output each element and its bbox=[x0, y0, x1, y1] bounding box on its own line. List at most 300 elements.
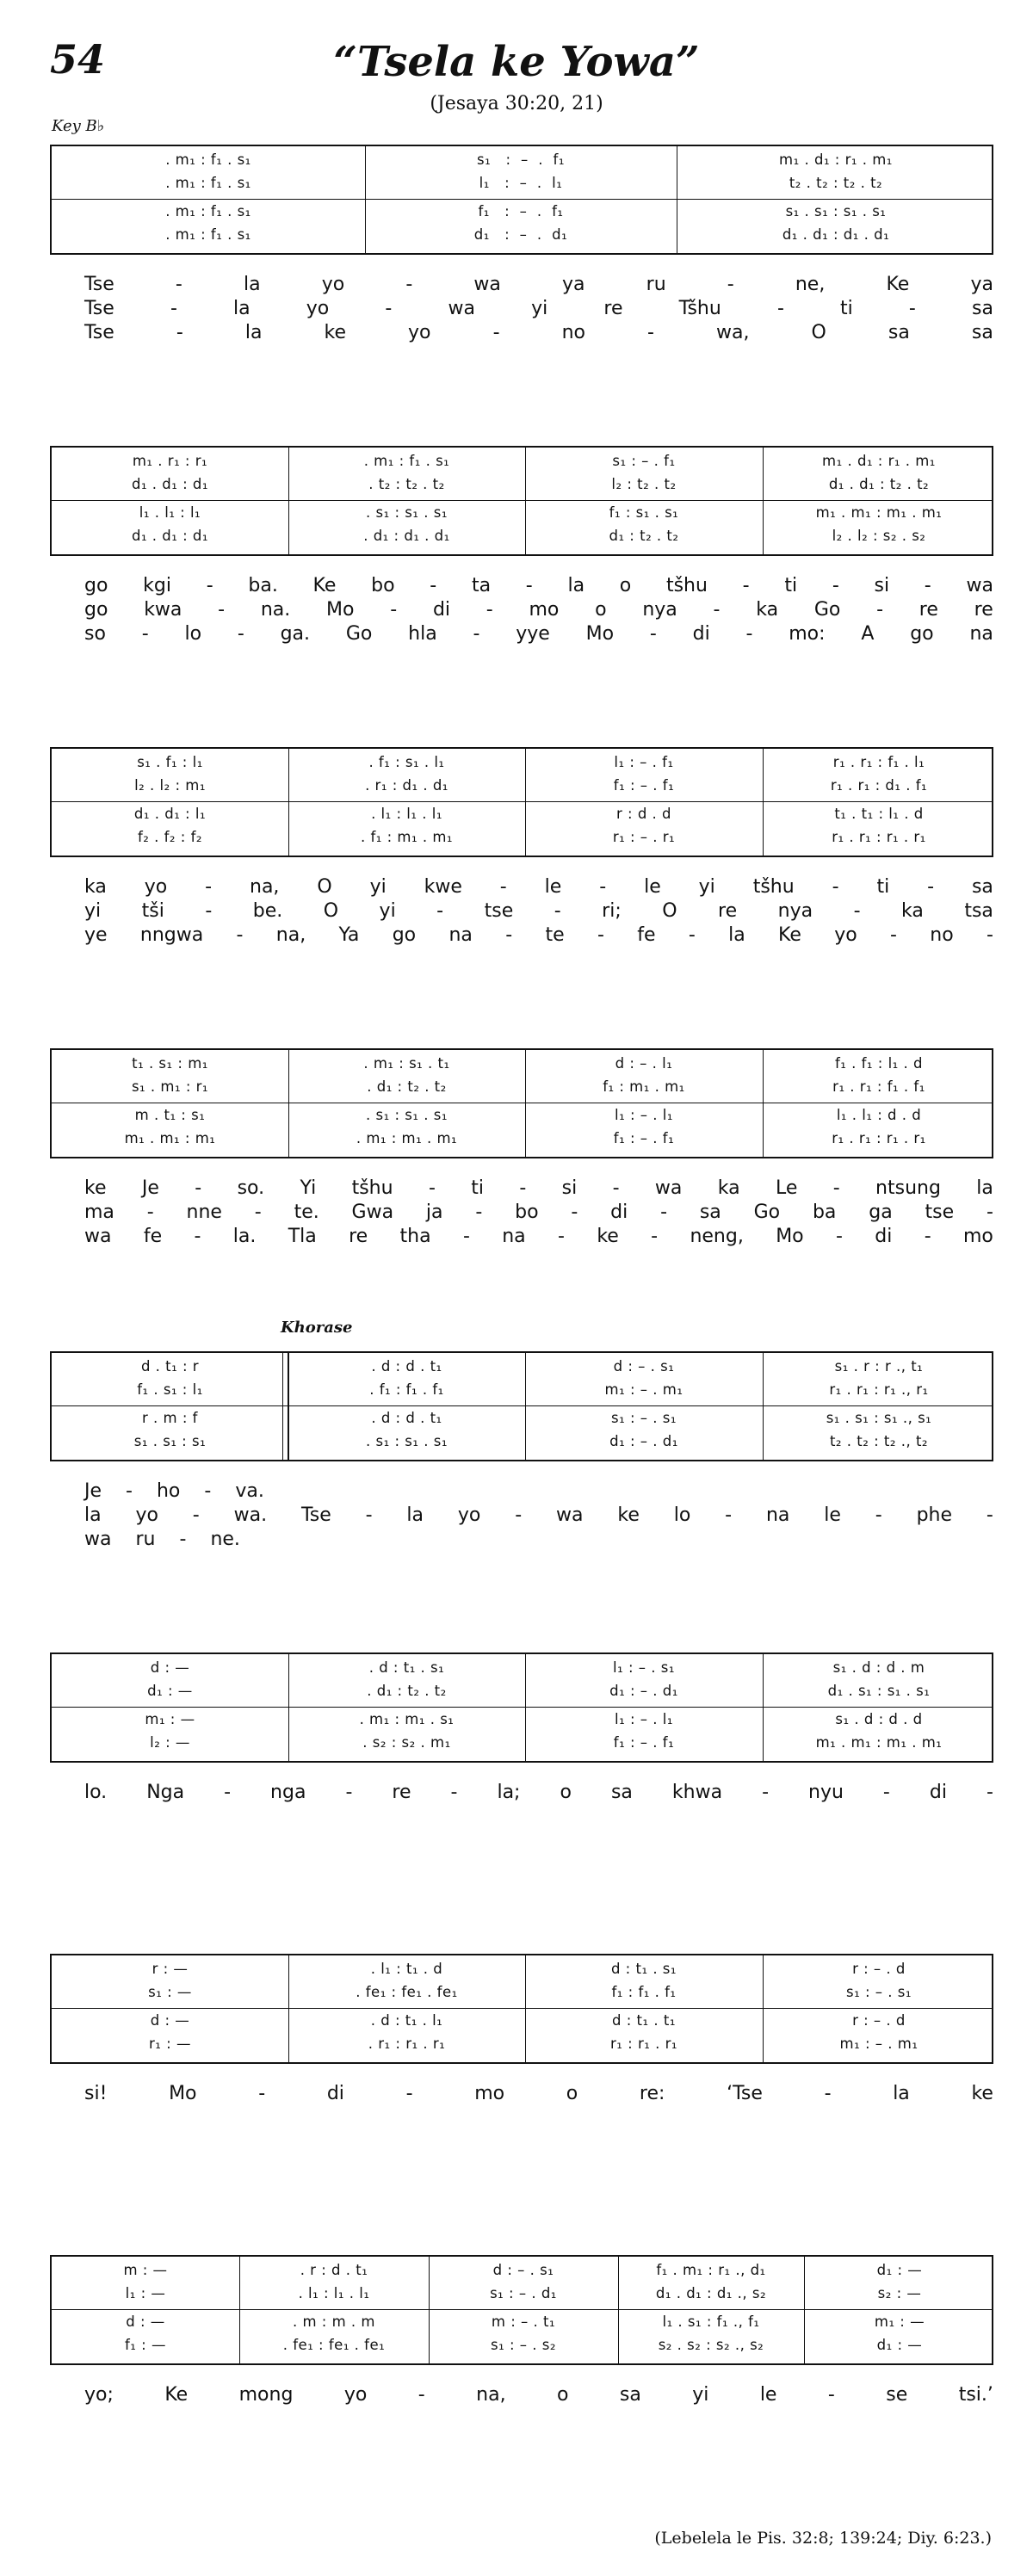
lyric-syllable: yi bbox=[531, 298, 548, 319]
lyric-syllable: - bbox=[660, 1202, 668, 1223]
lyric-syllable: - bbox=[436, 900, 444, 922]
lyric-line bbox=[84, 1504, 993, 1529]
lyric-syllable: no bbox=[561, 322, 585, 343]
lyric-syllable: ho bbox=[156, 1480, 181, 1502]
lyric-syllable: - bbox=[649, 623, 657, 645]
lyric-syllable: na. bbox=[260, 599, 291, 621]
voice-part: . s₂ : s₂ . m₁ bbox=[362, 1734, 451, 1751]
voice-part: m : — bbox=[123, 2262, 168, 2278]
voice-part: . fe₁ : fe₁ . fe₁ bbox=[356, 1984, 458, 2000]
voice-part: . r : d . t₁ bbox=[300, 2262, 368, 2278]
voice-part: d : – . s₁ bbox=[492, 2262, 554, 2278]
lyric-syllable: nga bbox=[270, 1782, 306, 1803]
voice-part: m₁ . m₁ : m₁ . m₁ bbox=[815, 1734, 943, 1751]
lyric-syllable: - bbox=[597, 924, 604, 946]
lyric-syllable: sa bbox=[619, 2384, 641, 2406]
voice-part: f₁ . s₁ : l₁ bbox=[137, 1381, 203, 1398]
lyric-syllable: - bbox=[927, 876, 935, 898]
lyric-syllable: Mo bbox=[326, 599, 355, 621]
khorase-label: Khorase bbox=[281, 1319, 353, 1337]
lyric-syllable: - bbox=[236, 924, 244, 946]
voice-part: f₁ . f₁ : l₁ . d bbox=[834, 1055, 924, 1072]
lyric-syllable: na bbox=[765, 1504, 790, 1526]
lyric-syllable: - bbox=[986, 924, 993, 946]
voice-part: . m₁ : f₁ . s₁ bbox=[165, 175, 251, 191]
lyric-syllable: - bbox=[924, 575, 931, 596]
measure bbox=[525, 749, 763, 856]
lyric-syllable: tšhu bbox=[752, 876, 795, 898]
lyric-syllable: nyu bbox=[808, 1782, 844, 1803]
lyric-syllable: mo bbox=[963, 1226, 993, 1247]
staff-box bbox=[50, 747, 993, 857]
measure bbox=[52, 1654, 288, 1761]
lyric-syllable: yi bbox=[692, 2384, 709, 2406]
voice-part: s₁ : – . f₁ bbox=[612, 453, 676, 469]
hymn-title: “Tsela ke Yowa” bbox=[333, 38, 700, 86]
lyric-syllable: wa bbox=[473, 274, 501, 295]
voice-part: . m₁ : s₁ . t₁ bbox=[363, 1055, 450, 1072]
voice-part: . l₁ : l₁ . l₁ bbox=[298, 2285, 370, 2301]
voice-part: l₁ : – . l₁ bbox=[615, 1107, 673, 1123]
voice-part: f₁ : — bbox=[125, 2337, 166, 2353]
lyric-syllable: na bbox=[448, 924, 473, 946]
lyric-syllable: - bbox=[205, 900, 213, 922]
lyric-syllable: se bbox=[886, 2384, 908, 2406]
voice-part: l₂ . l₂ : m₁ bbox=[134, 777, 206, 794]
lyric-syllable: tšhu bbox=[665, 575, 708, 596]
lyric-syllable: yi bbox=[84, 900, 102, 922]
lyric-syllable: - bbox=[385, 298, 393, 319]
lyric-syllable: la bbox=[976, 1177, 993, 1199]
lyric-syllable: - bbox=[170, 298, 177, 319]
lyric-syllable: yo bbox=[408, 322, 431, 343]
lyric-syllable: - bbox=[824, 2083, 832, 2104]
lyric-syllable: Mo bbox=[776, 1226, 804, 1247]
lyric-syllable: sa bbox=[971, 876, 993, 898]
music-system bbox=[50, 145, 993, 368]
lyric-syllable: - bbox=[882, 1782, 890, 1803]
lyric-syllable: - bbox=[237, 623, 244, 645]
measure bbox=[52, 2257, 239, 2363]
lyric-syllable: tši bbox=[141, 900, 164, 922]
voice-part: m₁ . d₁ : r₁ . m₁ bbox=[779, 151, 893, 168]
voice-part: r : — bbox=[152, 1961, 189, 1977]
staff-box bbox=[50, 145, 993, 255]
lyric-syllable: - bbox=[515, 1504, 523, 1526]
lyric-syllable: ta bbox=[471, 575, 492, 596]
lyric-syllable: - bbox=[205, 876, 213, 898]
lyric-syllable: le bbox=[544, 876, 562, 898]
lyric-syllable: - bbox=[827, 2384, 835, 2406]
voice-part: f₁ : – . f₁ bbox=[478, 203, 564, 219]
voice-part: l₁ . s₁ : f₁ ., f₁ bbox=[662, 2313, 760, 2330]
voice-part: d₁ . d₁ : d₁ . d₁ bbox=[782, 226, 890, 243]
voice-part: m₁ . r₁ : r₁ bbox=[132, 453, 208, 469]
lyric-syllable: ga bbox=[869, 1202, 893, 1223]
lyric-line bbox=[84, 322, 993, 346]
lyric-syllable: - bbox=[727, 274, 734, 295]
lyric-syllable: nngwa bbox=[139, 924, 204, 946]
voice-part: d : – . s₁ bbox=[613, 1358, 675, 1374]
lyric-syllable: na bbox=[502, 1226, 526, 1247]
lyric-syllable: - bbox=[558, 1226, 565, 1247]
lyric-syllable: yo bbox=[135, 1504, 158, 1526]
lyric-syllable: Le bbox=[775, 1177, 798, 1199]
voice-part: d₁ . d₁ : d₁ bbox=[131, 476, 209, 492]
lyric-syllable: la. bbox=[232, 1226, 257, 1247]
lyric-syllable: go bbox=[84, 599, 108, 621]
voice-part: d₁ . d₁ : l₁ bbox=[133, 806, 207, 822]
lyric-syllable: - bbox=[206, 575, 213, 596]
lyric-syllable: si bbox=[561, 1177, 578, 1199]
measure bbox=[763, 1353, 995, 1460]
voice-part: . d : t₁ . s₁ bbox=[368, 1659, 445, 1676]
lyric-line bbox=[84, 274, 993, 298]
voice-part: r₁ . r₁ : r₁ ., r₁ bbox=[829, 1381, 929, 1398]
voice-part: l₂ : — bbox=[150, 1734, 190, 1751]
lyric-line bbox=[84, 1202, 993, 1226]
voice-part: . m₁ : m₁ . m₁ bbox=[356, 1130, 458, 1146]
key-signature: Key B♭ bbox=[52, 117, 105, 135]
lyric-syllable: yi bbox=[698, 876, 715, 898]
voice-part: l₁ : – . s₁ bbox=[613, 1659, 675, 1676]
measure bbox=[525, 1654, 763, 1761]
lyric-syllable: ka bbox=[756, 599, 779, 621]
lyric-syllable: O bbox=[317, 876, 332, 898]
voice-part: m : – . t₁ bbox=[491, 2313, 556, 2330]
lyric-syllable: ti bbox=[876, 876, 890, 898]
lyric-syllable: yye bbox=[516, 623, 550, 645]
lyric-syllable: - bbox=[126, 1480, 133, 1502]
lyric-syllable: - bbox=[204, 1480, 212, 1502]
lyric-syllable: bo bbox=[371, 575, 395, 596]
lyric-syllable: sa bbox=[972, 298, 993, 319]
voice-part: . m₁ : f₁ . s₁ bbox=[165, 203, 251, 219]
lyric-syllable: - bbox=[525, 575, 533, 596]
voice-part: r₁ . r₁ : r₁ . r₁ bbox=[832, 829, 926, 845]
lyric-line bbox=[84, 599, 993, 623]
voice-part: m₁ : — bbox=[145, 1711, 195, 1727]
voice-part: m₁ : – . m₁ bbox=[839, 2035, 919, 2052]
lyric-syllable: O bbox=[662, 900, 677, 922]
measure bbox=[52, 1955, 288, 2062]
lyric-syllable: - bbox=[418, 2384, 425, 2406]
lyric-syllable: Tla bbox=[288, 1226, 317, 1247]
music-system bbox=[50, 1351, 993, 1575]
voice-part: . d₁ : t₂ . t₂ bbox=[367, 1683, 447, 1699]
lyric-syllable: wa bbox=[448, 298, 475, 319]
lyric-syllable: - bbox=[179, 1529, 187, 1550]
lyric-syllable: wa, bbox=[716, 322, 750, 343]
lyric-syllable: wa bbox=[556, 1504, 584, 1526]
lyric-syllable: ma bbox=[84, 1202, 114, 1223]
voice-part: d : — bbox=[126, 2313, 165, 2330]
lyric-syllable: mo: bbox=[789, 623, 826, 645]
lyric-syllable: kwa bbox=[144, 599, 182, 621]
lyric-syllable: ya bbox=[970, 274, 993, 295]
lyric-syllable: la bbox=[728, 924, 745, 946]
lyric-syllable: o bbox=[595, 599, 607, 621]
lyric-syllable: tšhu bbox=[351, 1177, 393, 1199]
voice-part: f₁ : m₁ . m₁ bbox=[603, 1078, 685, 1095]
measure bbox=[52, 1353, 288, 1460]
voice-part: t₁ . s₁ : m₁ bbox=[132, 1055, 208, 1072]
lyric-syllable: Ya bbox=[338, 924, 360, 946]
lyric-syllable: sa bbox=[888, 322, 910, 343]
lyric-syllable: yo bbox=[321, 274, 345, 295]
voice-part: . l₁ : t₁ . d bbox=[370, 1961, 443, 1977]
lyric-syllable: nya bbox=[777, 900, 813, 922]
lyric-syllable: ru bbox=[135, 1529, 156, 1550]
lyric-syllable: lo bbox=[184, 623, 202, 645]
voice-part: . d : d . t₁ bbox=[371, 1358, 442, 1374]
lyric-syllable: - bbox=[554, 900, 561, 922]
measure bbox=[288, 1353, 525, 1460]
voice-part: f₁ : – . f₁ bbox=[613, 777, 675, 794]
lyric-line bbox=[84, 298, 993, 322]
lyric-syllable: Yi bbox=[300, 1177, 317, 1199]
lyric-line bbox=[84, 924, 993, 948]
measure bbox=[677, 146, 995, 253]
lyric-syllable: ne, bbox=[795, 274, 826, 295]
lyric-syllable: ke bbox=[971, 2083, 993, 2104]
lyric-syllable: so. bbox=[237, 1177, 265, 1199]
lyric-syllable: O bbox=[811, 322, 826, 343]
lyric-syllable: ru bbox=[646, 274, 666, 295]
voice-part: m₁ . m₁ : m₁ . m₁ bbox=[815, 504, 943, 521]
lyric-syllable: - bbox=[908, 298, 916, 319]
voice-part: d₁ : t₂ . t₂ bbox=[609, 528, 679, 544]
lyric-syllable: Ke bbox=[778, 924, 801, 946]
measure bbox=[525, 1955, 763, 2062]
voice-part: . l₁ : l₁ . l₁ bbox=[371, 806, 442, 822]
lyric-syllable: o bbox=[619, 575, 632, 596]
voice-part: s₁ . r : r ., t₁ bbox=[834, 1358, 924, 1374]
lyric-syllable: tse bbox=[484, 900, 514, 922]
lyric-syllable: yo bbox=[144, 876, 168, 898]
lyric-syllable: - bbox=[599, 876, 607, 898]
lyric-syllable: fe bbox=[637, 924, 656, 946]
lyric-syllable: bo bbox=[515, 1202, 539, 1223]
music-system bbox=[50, 446, 993, 670]
lyric-syllable: ke bbox=[324, 322, 346, 343]
voice-part: m₁ . m₁ : m₁ bbox=[124, 1130, 216, 1146]
voice-part: t₁ . t₁ : l₁ . d bbox=[834, 806, 924, 822]
voice-part: . r₁ : d₁ . d₁ bbox=[365, 777, 448, 794]
lyric-syllable: yo bbox=[834, 924, 857, 946]
lyric-syllable: lo bbox=[673, 1504, 691, 1526]
lyric-syllable: na bbox=[969, 623, 993, 645]
voice-part: l₁ . l₁ : l₁ bbox=[139, 504, 201, 521]
voice-part: r₁ . r₁ : d₁ . f₁ bbox=[830, 777, 928, 794]
lyric-syllable: - bbox=[365, 1504, 373, 1526]
lyric-syllable: sa bbox=[971, 322, 993, 343]
measure bbox=[804, 2257, 995, 2363]
lyric-syllable: o bbox=[556, 2384, 569, 2406]
lyric-syllable: re bbox=[919, 599, 938, 621]
voice-part: . f₁ : m₁ . m₁ bbox=[360, 829, 454, 845]
lyric-syllable: Mo bbox=[169, 2083, 197, 2104]
lyric-syllable: - bbox=[254, 1202, 262, 1223]
lyric-syllable: mo bbox=[529, 599, 560, 621]
lyric-syllable: wa bbox=[84, 1226, 112, 1247]
lyric-syllable: sa bbox=[610, 1782, 633, 1803]
lyric-syllable: yo bbox=[306, 298, 330, 319]
lyric-syllable: ke bbox=[617, 1504, 640, 1526]
lyric-syllable: o bbox=[566, 2083, 578, 2104]
lyric-syllable: lo. bbox=[84, 1782, 108, 1803]
lyric-syllable: - bbox=[218, 599, 226, 621]
lyric-syllable: di bbox=[929, 1782, 947, 1803]
lyric-syllable: ke bbox=[84, 1177, 107, 1199]
lyric-syllable: - bbox=[405, 2083, 413, 2104]
lyric-syllable: Je bbox=[141, 1177, 159, 1199]
music-system bbox=[50, 747, 993, 971]
lyric-syllable: khwa bbox=[671, 1782, 723, 1803]
voice-part: t₂ . t₂ : t₂ ., t₂ bbox=[829, 1433, 929, 1449]
voice-part: s₁ : – . d₁ bbox=[490, 2285, 557, 2301]
lyric-syllable: A bbox=[861, 623, 875, 645]
lyric-syllable: ga. bbox=[280, 623, 311, 645]
lyric-syllable: - bbox=[742, 575, 750, 596]
lyric-syllable: - bbox=[612, 1177, 620, 1199]
lyric-syllable: mo bbox=[474, 2083, 505, 2104]
lyric-syllable: - bbox=[505, 924, 513, 946]
voice-part: d : — bbox=[150, 2012, 190, 2029]
lyric-syllable: di bbox=[432, 599, 451, 621]
lyric-syllable: - bbox=[688, 924, 696, 946]
voice-part: r₁ : — bbox=[149, 2035, 191, 2052]
voice-part: . m₁ : f₁ . s₁ bbox=[363, 453, 450, 469]
voice-part: d . t₁ : r bbox=[140, 1358, 200, 1374]
voice-part: f₂ . f₂ : f₂ bbox=[137, 829, 203, 845]
lyric-syllable: ke bbox=[597, 1226, 619, 1247]
voice-part: s₁ . f₁ : l₁ bbox=[137, 754, 203, 770]
lyric-syllable: le bbox=[644, 876, 661, 898]
lyric-syllable: hla bbox=[408, 623, 437, 645]
voice-part: d₁ . s₁ : s₁ . s₁ bbox=[827, 1683, 931, 1699]
lyric-syllable: Go bbox=[753, 1202, 781, 1223]
lyric-syllable: ye bbox=[84, 924, 108, 946]
measure bbox=[288, 1955, 525, 2062]
lyric-line bbox=[84, 900, 993, 924]
voice-part: r₁ : – . r₁ bbox=[612, 829, 676, 845]
staff-box bbox=[50, 1351, 993, 1461]
voice-part: d : — bbox=[150, 1659, 190, 1676]
measure bbox=[365, 146, 677, 253]
lyric-syllable: la bbox=[406, 1504, 424, 1526]
voice-part: r₁ . r₁ : f₁ . f₁ bbox=[832, 1078, 925, 1095]
lyric-syllable: - bbox=[889, 924, 897, 946]
voice-part: . d₁ : d₁ . d₁ bbox=[363, 528, 450, 544]
lyric-syllable: re bbox=[392, 1782, 411, 1803]
lyric-line bbox=[84, 575, 993, 599]
lyric-syllable: ya bbox=[562, 274, 585, 295]
measure bbox=[52, 146, 365, 253]
voice-part: . m : m . m bbox=[293, 2313, 375, 2330]
measure bbox=[763, 1050, 995, 1157]
lyric-syllable: tsi.’ bbox=[958, 2384, 993, 2406]
lyric-syllable: - bbox=[924, 1226, 931, 1247]
voice-part: r₁ : r₁ . r₁ bbox=[610, 2035, 677, 2052]
voice-part: r : – . d bbox=[852, 2012, 906, 2029]
lyric-syllable: di bbox=[610, 1202, 628, 1223]
lyric-syllable: - bbox=[146, 1202, 154, 1223]
voice-part: d₁ : — bbox=[147, 1683, 193, 1699]
voice-part: r₁ . r₁ : r₁ . r₁ bbox=[832, 1130, 926, 1146]
lyric-syllable: no bbox=[930, 924, 954, 946]
lyric-syllable: - bbox=[486, 599, 493, 621]
lyric-syllable: ntsung bbox=[875, 1177, 941, 1199]
voice-part: d₁ : – . d₁ bbox=[609, 1433, 678, 1449]
measure bbox=[525, 448, 763, 554]
measure bbox=[763, 749, 995, 856]
lyric-syllable: re bbox=[974, 599, 993, 621]
lyric-syllable: Ke bbox=[886, 274, 910, 295]
voice-part: . d₁ : t₂ . t₂ bbox=[367, 1078, 447, 1095]
voice-part: . m₁ : f₁ . s₁ bbox=[165, 151, 251, 168]
lyric-syllable: Ke bbox=[312, 575, 337, 596]
lyric-syllable: ka bbox=[717, 1177, 740, 1199]
lyric-syllable: si bbox=[874, 575, 890, 596]
lyric-syllable: ba bbox=[812, 1202, 837, 1223]
voice-part: s₁ . s₁ : s₁ ., s₁ bbox=[826, 1410, 932, 1426]
staff-box bbox=[50, 1652, 993, 1763]
voice-part: m . t₁ : s₁ bbox=[134, 1107, 206, 1123]
voice-part: l₁ : – . f₁ bbox=[614, 754, 674, 770]
lyric-syllable: - bbox=[762, 1782, 770, 1803]
voice-part: . t₂ : t₂ . t₂ bbox=[368, 476, 445, 492]
lyric-line bbox=[84, 1529, 993, 1553]
voice-part: d : t₁ . s₁ bbox=[610, 1961, 677, 1977]
voice-part: s₁ : – . s₁ bbox=[846, 1984, 912, 2000]
lyric-syllable: di bbox=[692, 623, 710, 645]
lyric-syllable: ri; bbox=[602, 900, 622, 922]
lyric-syllable: la bbox=[84, 1504, 102, 1526]
lyric-syllable: wa bbox=[84, 1529, 112, 1550]
lyric-syllable: - bbox=[224, 1782, 232, 1803]
voice-part: l₁ : – . l₁ bbox=[479, 175, 563, 191]
lyric-syllable: - bbox=[450, 1782, 458, 1803]
lyric-syllable: - bbox=[473, 623, 480, 645]
voice-part: s₁ : – . f₁ bbox=[477, 151, 565, 168]
voice-part: f₁ . m₁ : r₁ ., d₁ bbox=[656, 2262, 766, 2278]
lyric-syllable: Mo bbox=[585, 623, 615, 645]
lyric-syllable: go bbox=[84, 575, 108, 596]
lyric-syllable: la; bbox=[497, 1782, 521, 1803]
lyric-line bbox=[84, 623, 993, 647]
lyric-syllable: - bbox=[745, 623, 753, 645]
voice-part: . r₁ : r₁ . r₁ bbox=[368, 2035, 446, 2052]
lyric-syllable: - bbox=[835, 1226, 843, 1247]
measure bbox=[288, 1050, 525, 1157]
lyric-syllable: - bbox=[986, 1202, 993, 1223]
lyric-syllable: - bbox=[986, 1782, 993, 1803]
measure bbox=[288, 1654, 525, 1761]
lyric-syllable: na, bbox=[476, 2384, 506, 2406]
lyric-syllable: Tšhu bbox=[678, 298, 721, 319]
lyric-syllable: ti bbox=[840, 298, 853, 319]
voice-part: . s₁ : s₁ . s₁ bbox=[366, 504, 448, 521]
lyric-syllable: Go bbox=[345, 623, 373, 645]
voice-part: d₁ : — bbox=[876, 2262, 923, 2278]
lyric-line bbox=[84, 1480, 993, 1504]
lyric-syllable: phe bbox=[916, 1504, 953, 1526]
voice-part: d : t₁ . t₁ bbox=[612, 2012, 676, 2029]
voice-part: r . m : f bbox=[142, 1410, 198, 1426]
lyric-syllable: re bbox=[718, 900, 738, 922]
staff-box bbox=[50, 446, 993, 556]
